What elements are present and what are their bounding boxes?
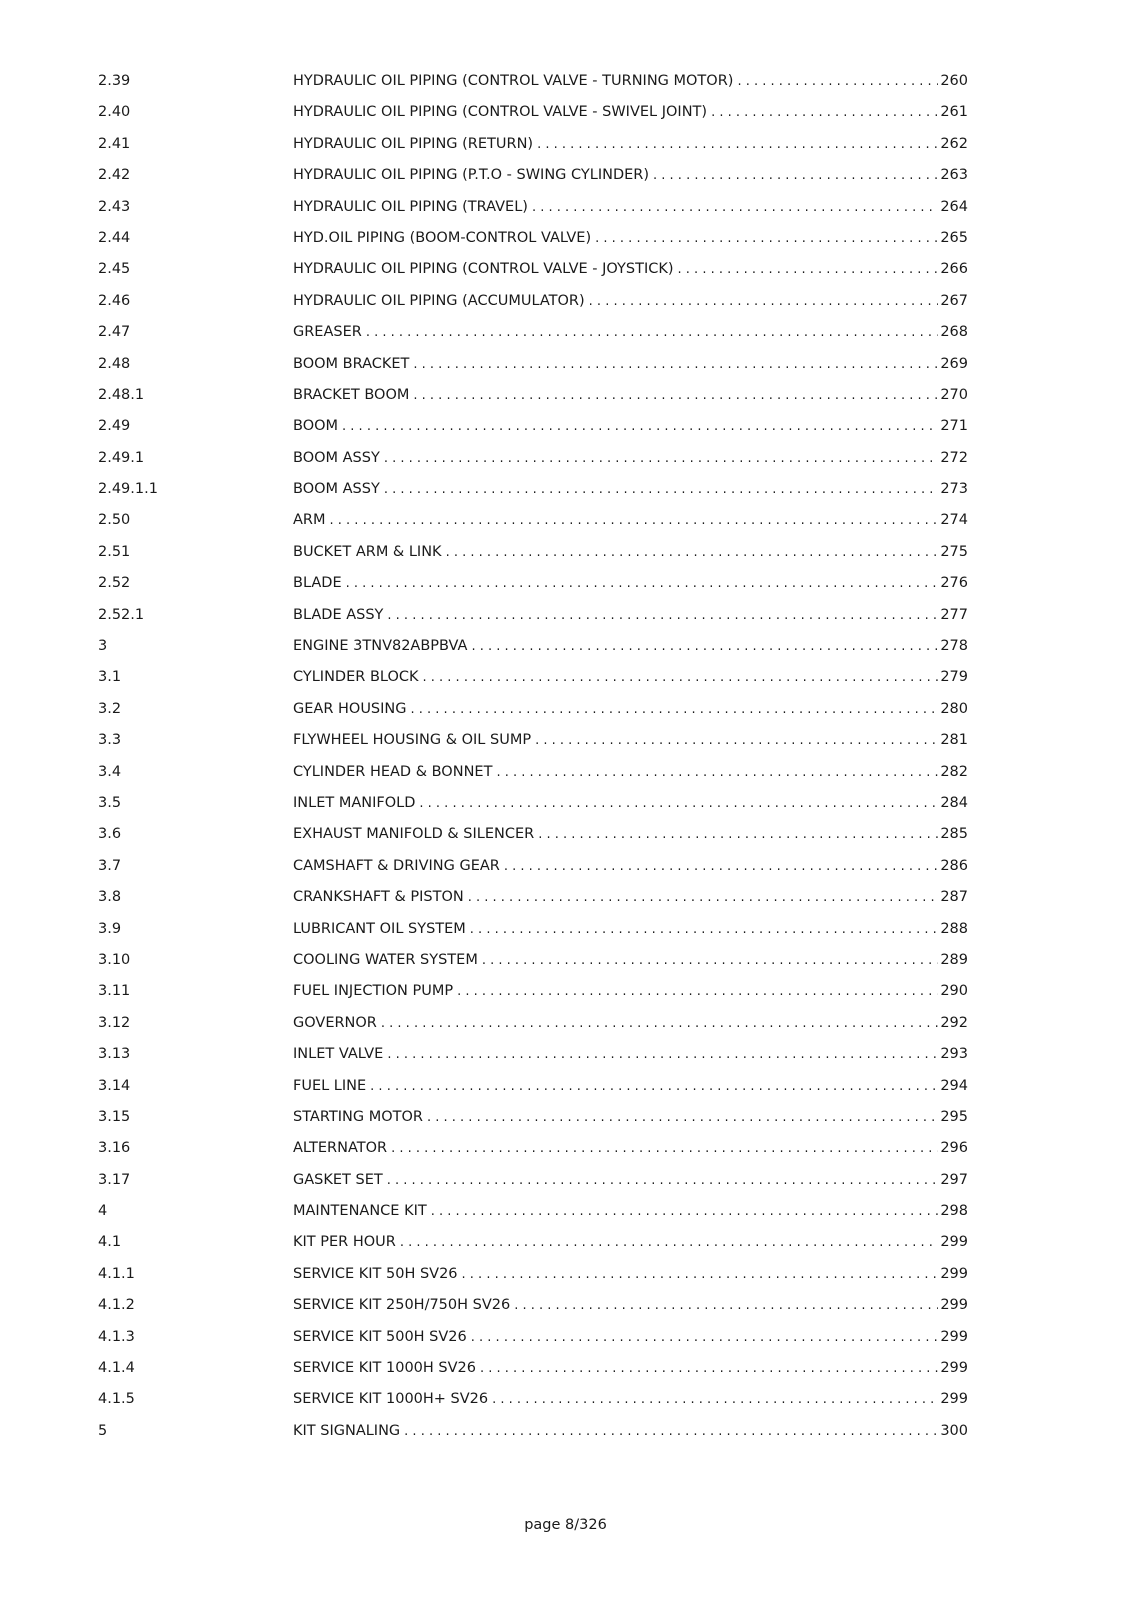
toc-entry-title: COOLING WATER SYSTEM <box>293 951 478 968</box>
toc-entry[interactable] <box>98 851 968 882</box>
toc-entry-title: LUBRICANT OIL SYSTEM <box>293 920 466 937</box>
toc-entry-page: 299 <box>940 1265 968 1282</box>
toc-entry-title: SERVICE KIT 1000H SV26 <box>293 1360 476 1377</box>
dot-leader <box>711 97 938 128</box>
dot-leader <box>471 1322 939 1353</box>
toc-entry-title: BOOM <box>293 418 339 435</box>
toc-entry-title: HYDRAULIC OIL PIPING (RETURN) <box>293 135 534 152</box>
toc-entry[interactable] <box>98 537 968 568</box>
toc-entry-title: GOVERNOR <box>293 1014 377 1031</box>
dot-leader <box>678 254 939 285</box>
toc-entry[interactable] <box>98 160 968 191</box>
toc-entry-title: GASKET SET <box>293 1171 383 1188</box>
toc-entry-title: FUEL INJECTION PUMP <box>293 983 454 1000</box>
toc-entry-page: 288 <box>940 920 968 937</box>
toc-entry[interactable] <box>98 192 968 223</box>
toc-entry-title: CYLINDER HEAD & BONNET <box>293 763 493 780</box>
toc-entry-page: 282 <box>940 763 968 780</box>
dot-leader <box>532 192 938 223</box>
toc-entry-title: KIT PER HOUR <box>293 1234 396 1251</box>
toc-entry-number: 2.46 <box>98 292 131 309</box>
toc-entry-page: 266 <box>940 261 968 278</box>
toc-entry-number: 4.1.5 <box>98 1391 135 1408</box>
toc-entry-title: BLADE ASSY <box>293 606 384 623</box>
dot-leader <box>595 223 938 254</box>
toc-entry[interactable] <box>98 914 968 945</box>
toc-entry-title: HYDRAULIC OIL PIPING (CONTROL VALVE - JOYSTICK) <box>293 261 674 278</box>
toc-entry[interactable] <box>98 1039 968 1070</box>
toc-entry-number: 2.43 <box>98 198 131 215</box>
dot-leader <box>400 1227 938 1258</box>
toc-entry-number: 3.3 <box>98 732 122 749</box>
dot-leader <box>413 380 938 411</box>
toc-entry-number: 3.9 <box>98 920 122 937</box>
toc-entry-number: 4.1.3 <box>98 1328 135 1345</box>
toc-entry-title: CYLINDER BLOCK <box>293 669 419 686</box>
toc-entry[interactable] <box>98 600 968 631</box>
toc-entry-number: 3.12 <box>98 1014 131 1031</box>
toc-entry-number: 5 <box>98 1422 108 1439</box>
toc-entry-number: 2.52.1 <box>98 606 145 623</box>
toc-entry[interactable] <box>98 1165 968 1196</box>
toc-entry-title: HYDRAULIC OIL PIPING (TRAVEL) <box>293 198 528 215</box>
toc-entry-page: 280 <box>940 700 968 717</box>
dot-leader <box>366 317 938 348</box>
toc-entry-title: ENGINE 3TNV82ABPBVA <box>293 638 468 655</box>
toc-entry-page: 285 <box>940 826 968 843</box>
toc-entry-page: 271 <box>940 418 968 435</box>
toc-entry-number: 3.13 <box>98 1046 131 1063</box>
toc-entry-number: 4 <box>98 1203 108 1220</box>
toc-entry-number: 2.40 <box>98 104 131 121</box>
toc-entry-page: 296 <box>940 1140 968 1157</box>
toc-entry[interactable] <box>98 129 968 160</box>
toc-entry-page: 276 <box>940 575 968 592</box>
toc-entry-page: 278 <box>940 638 968 655</box>
toc-entry-number: 3.7 <box>98 857 122 874</box>
toc-entry-title: SERVICE KIT 50H SV26 <box>293 1265 458 1282</box>
toc-entry-number: 3.10 <box>98 951 131 968</box>
dot-leader <box>384 474 938 505</box>
toc-entry-page: 272 <box>940 449 968 466</box>
toc-entry-number: 2.41 <box>98 135 131 152</box>
toc-entry-title: EXHAUST MANIFOLD & SILENCER <box>293 826 535 843</box>
dot-leader <box>492 1384 938 1415</box>
dot-leader <box>346 568 939 599</box>
dot-leader <box>404 1416 938 1447</box>
toc-entry[interactable] <box>98 443 968 474</box>
toc-entry-page: 298 <box>940 1203 968 1220</box>
dot-leader <box>457 976 938 1007</box>
toc-entry-title: HYDRAULIC OIL PIPING (CONTROL VALVE - TURNING MOTOR) <box>293 73 734 89</box>
toc-entry-page: 273 <box>940 481 968 498</box>
toc-entry[interactable] <box>98 631 968 662</box>
toc-entry-page: 263 <box>940 167 968 184</box>
toc-entry-page: 299 <box>940 1360 968 1377</box>
toc-entry-page: 284 <box>940 794 968 811</box>
dot-leader <box>342 411 938 442</box>
dot-leader <box>538 819 938 850</box>
toc-entry-number: 2.49.1.1 <box>98 481 158 498</box>
toc-entry-title: FLYWHEEL HOUSING & OIL SUMP <box>293 732 532 749</box>
toc-entry[interactable] <box>98 380 968 411</box>
toc-entry-number: 2.47 <box>98 324 131 341</box>
dot-leader <box>391 1133 938 1164</box>
dot-leader <box>504 851 938 882</box>
dot-leader <box>468 882 939 913</box>
dot-leader <box>431 1196 939 1227</box>
toc-entry-number: 2.48 <box>98 355 131 372</box>
dot-leader <box>480 1353 938 1384</box>
dot-leader <box>384 443 938 474</box>
toc-entry-title: HYDRAULIC OIL PIPING (ACCUMULATOR) <box>293 292 585 309</box>
toc-entry-page: 299 <box>940 1391 968 1408</box>
toc-entry-page: 299 <box>940 1328 968 1345</box>
toc-entry-page: 287 <box>940 889 968 906</box>
toc-entry-title: BUCKET ARM & LINK <box>293 543 442 560</box>
toc-entry-title: STARTING MOTOR <box>293 1108 423 1125</box>
toc-entry-page: 293 <box>940 1046 968 1063</box>
toc-entry-title: CAMSHAFT & DRIVING GEAR <box>293 857 500 874</box>
toc-entry[interactable] <box>98 66 968 97</box>
toc-entry-title: HYD.OIL PIPING (BOOM-CONTROL VALVE) <box>293 229 592 246</box>
dot-leader <box>514 1290 938 1321</box>
toc-entry-title: GREASER <box>293 324 362 341</box>
dot-leader <box>419 788 938 819</box>
toc-entry-page: 286 <box>940 857 968 874</box>
toc-entry-number: 2.52 <box>98 575 131 592</box>
toc-entry-number: 2.48.1 <box>98 386 145 403</box>
toc-entry-page: 295 <box>940 1108 968 1125</box>
toc-entry-number: 3.8 <box>98 889 122 906</box>
toc-entry[interactable] <box>98 223 968 254</box>
dot-leader <box>423 662 939 693</box>
toc-entry-page: 274 <box>940 512 968 529</box>
toc-entry[interactable] <box>98 1071 968 1102</box>
table-of-contents <box>98 66 968 1447</box>
toc-entry-title: ALTERNATOR <box>293 1140 388 1157</box>
toc-entry-number: 3.17 <box>98 1171 131 1188</box>
toc-entry-title: CRANKSHAFT & PISTON <box>293 889 464 906</box>
toc-entry[interactable] <box>98 788 968 819</box>
toc-entry-title: ARM <box>293 512 326 529</box>
toc-entry-number: 2.49.1 <box>98 449 145 466</box>
toc-entry-number: 3.14 <box>98 1077 131 1094</box>
toc-entry-number: 2.45 <box>98 261 131 278</box>
toc-entry-number: 3.2 <box>98 700 122 717</box>
toc-entry-number: 3.11 <box>98 983 131 1000</box>
toc-entry-page: 299 <box>940 1297 968 1314</box>
dot-leader <box>482 945 938 976</box>
toc-entry[interactable] <box>98 1353 968 1384</box>
toc-entry-number: 4.1.2 <box>98 1297 135 1314</box>
dot-leader <box>387 600 938 631</box>
dot-leader <box>370 1071 938 1102</box>
toc-entry-page: 277 <box>940 606 968 623</box>
toc-entry[interactable] <box>98 1227 968 1258</box>
toc-entry[interactable] <box>98 1384 968 1415</box>
page-number-footer: page 8/326 <box>524 1517 607 1533</box>
toc-entry-number: 3 <box>98 638 108 655</box>
dot-leader <box>446 537 939 568</box>
toc-entry-number: 3.6 <box>98 826 122 843</box>
toc-entry[interactable] <box>98 568 968 599</box>
toc-entry-page: 265 <box>940 229 968 246</box>
toc-entry[interactable] <box>98 882 968 913</box>
toc-entry[interactable] <box>98 725 968 756</box>
toc-entry-title: BRACKET BOOM <box>293 386 410 403</box>
toc-entry-page: 281 <box>940 732 968 749</box>
toc-entry-page: 260 <box>940 73 968 89</box>
toc-entry[interactable] <box>98 757 968 788</box>
toc-entry[interactable] <box>98 1322 968 1353</box>
toc-entry[interactable] <box>98 662 968 693</box>
toc-entry[interactable] <box>98 317 968 348</box>
dot-leader <box>589 286 939 317</box>
toc-entry[interactable] <box>98 411 968 442</box>
toc-entry-page: 290 <box>940 983 968 1000</box>
dot-leader <box>413 349 938 380</box>
toc-entry[interactable] <box>98 1008 968 1039</box>
toc-entry-number: 4.1.4 <box>98 1360 135 1377</box>
toc-entry-title: BLADE <box>293 575 342 592</box>
toc-entry-title: SERVICE KIT 500H SV26 <box>293 1328 467 1345</box>
toc-entry[interactable] <box>98 945 968 976</box>
toc-entry-number: 3.4 <box>98 763 122 780</box>
dot-leader <box>387 1165 939 1196</box>
toc-entry-number: 4.1.1 <box>98 1265 135 1282</box>
dot-leader <box>535 725 938 756</box>
toc-entry[interactable] <box>98 254 968 285</box>
toc-entry-title: BOOM BRACKET <box>293 355 410 372</box>
toc-entry-page: 279 <box>940 669 968 686</box>
toc-entry-title: MAINTENANCE KIT <box>293 1203 427 1220</box>
toc-entry[interactable] <box>98 1133 968 1164</box>
toc-entry-title: HYDRAULIC OIL PIPING (P.T.O - SWING CYLINDER) <box>293 167 650 184</box>
toc-entry-page: 275 <box>940 543 968 560</box>
dot-leader <box>411 694 939 725</box>
toc-entry-page: 292 <box>940 1014 968 1031</box>
toc-entry[interactable] <box>98 819 968 850</box>
toc-entry-title: HYDRAULIC OIL PIPING (CONTROL VALVE - SWIVEL JOINT) <box>293 104 708 121</box>
toc-entry[interactable] <box>98 694 968 725</box>
dot-leader <box>471 631 938 662</box>
toc-entry[interactable] <box>98 505 968 536</box>
toc-entry-title: KIT SIGNALING <box>293 1422 401 1439</box>
toc-entry-number: 2.50 <box>98 512 131 529</box>
dot-leader <box>653 160 938 191</box>
toc-entry-title: INLET MANIFOLD <box>293 794 416 811</box>
toc-entry-number: 2.51 <box>98 543 131 560</box>
toc-entry[interactable] <box>98 474 968 505</box>
toc-entry-number: 4.1 <box>98 1234 122 1251</box>
dot-leader <box>381 1008 938 1039</box>
toc-entry[interactable] <box>98 286 968 317</box>
dot-leader <box>737 66 938 97</box>
toc-entry-title: BOOM ASSY <box>293 449 380 466</box>
toc-entry-page: 269 <box>940 355 968 372</box>
toc-entry-number: 2.49 <box>98 418 131 435</box>
toc-entry-number: 3.1 <box>98 669 122 686</box>
toc-entry-page: 264 <box>940 198 968 215</box>
toc-entry-page: 299 <box>940 1234 968 1251</box>
toc-entry-title: INLET VALVE <box>293 1046 384 1063</box>
dot-leader <box>330 505 939 536</box>
dot-leader <box>462 1259 939 1290</box>
toc-entry[interactable] <box>98 1290 968 1321</box>
dot-leader <box>387 1039 938 1070</box>
toc-entry-page: 270 <box>940 386 968 403</box>
toc-entry-page: 268 <box>940 324 968 341</box>
toc-entry-page: 294 <box>940 1077 968 1094</box>
toc-entry-page: 262 <box>940 135 968 152</box>
toc-entry-title: FUEL LINE <box>293 1077 367 1094</box>
dot-leader <box>470 914 939 945</box>
toc-entry-page: 261 <box>940 104 968 121</box>
toc-entry-title: SERVICE KIT 1000H+ SV26 <box>293 1391 489 1408</box>
toc-entry[interactable] <box>98 1416 968 1447</box>
toc-entry-page: 267 <box>940 292 968 309</box>
toc-entry-number: 2.44 <box>98 229 131 246</box>
toc-entry-number: 3.15 <box>98 1108 131 1125</box>
toc-entry-title: BOOM ASSY <box>293 481 380 498</box>
toc-entry[interactable] <box>98 97 968 128</box>
toc-entry-number: 3.5 <box>98 794 122 811</box>
toc-entry-number: 2.39 <box>98 73 131 89</box>
dot-leader <box>496 757 938 788</box>
toc-entry-title: SERVICE KIT 250H/750H SV26 <box>293 1297 511 1314</box>
toc-entry-number: 2.42 <box>98 167 131 184</box>
toc-entry-title: GEAR HOUSING <box>293 700 407 717</box>
toc-entry-number: 3.16 <box>98 1140 131 1157</box>
toc-entry-page: 289 <box>940 951 968 968</box>
dot-leader <box>537 129 938 160</box>
dot-leader <box>427 1102 938 1133</box>
toc-entry[interactable] <box>98 1102 968 1133</box>
toc-entry-page: 297 <box>940 1171 968 1188</box>
toc-entry[interactable] <box>98 976 968 1007</box>
toc-entry-page: 300 <box>940 1422 968 1439</box>
toc-entry[interactable] <box>98 1259 968 1290</box>
toc-entry[interactable] <box>98 1196 968 1227</box>
toc-entry[interactable] <box>98 349 968 380</box>
